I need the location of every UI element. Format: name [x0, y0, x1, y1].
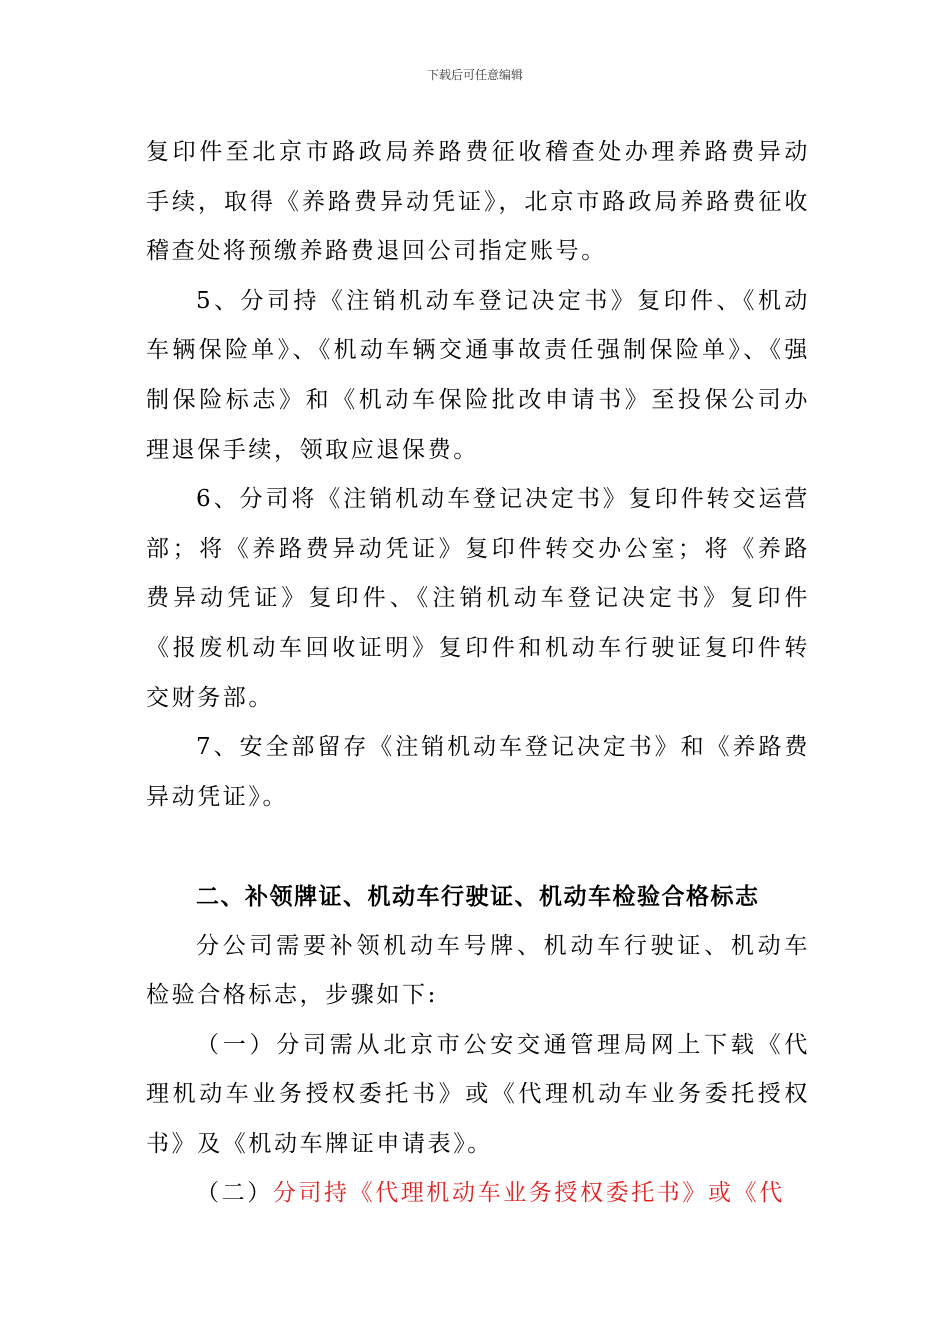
paragraph-substep-2	[146, 1169, 810, 1219]
document-body	[146, 128, 810, 1219]
page-header: 下载后可任意编辑	[426, 68, 523, 82]
substep-2-label: （二）	[196, 1180, 273, 1207]
substep-2-highlighted-text: 分司持《代理机动车业务授权委托书》或《代	[272, 1180, 785, 1207]
paragraph-substep-1: （一）分司需从北京市公安交通管理局网上下载《代理机动车业务授权委托书》或《代理机动车业务委托授权书》及《机动车牌证申请表》。	[146, 1031, 810, 1157]
paragraph-intro: 分公司需要补领机动车号牌、机动车行驶证、机动车检验合格标志，步骤如下:	[146, 932, 810, 1009]
paragraph-continuation: 复印件至北京市路政局养路费征收稽查处办理养路费异动手续，取得《养路费异动凭证》，北京市路政局养路费征收稽查处将预缴养路费退回公司指定账号。	[146, 139, 810, 265]
blank-line	[146, 822, 810, 872]
paragraph-step-5: 5、分司持《注销机动车登记决定书》复印件、《机动车辆保险单》、《机动车辆交通事故责任强制保险单》、《强制保险标志》和《机动车保险批改申请书》至投保公司办理退保手续，领取应退保费。	[146, 287, 810, 463]
section-heading-2: 二、补领牌证、机动车行驶证、机动车检验合格标志	[196, 882, 760, 910]
paragraph-step-6: 6、分司将《注销机动车登记决定书》复印件转交运营部；将《养路费异动凭证》复印件转交办公室；将《养路费异动凭证》复印件、《注销机动车登记决定书》复印件《报废机动车回收证明》复印件和机动车行驶证复印件转交财务部。	[146, 486, 810, 711]
paragraph-step-7: 7、安全部留存《注销机动车登记决定书》和《养路费异动凭证》。	[146, 734, 810, 810]
